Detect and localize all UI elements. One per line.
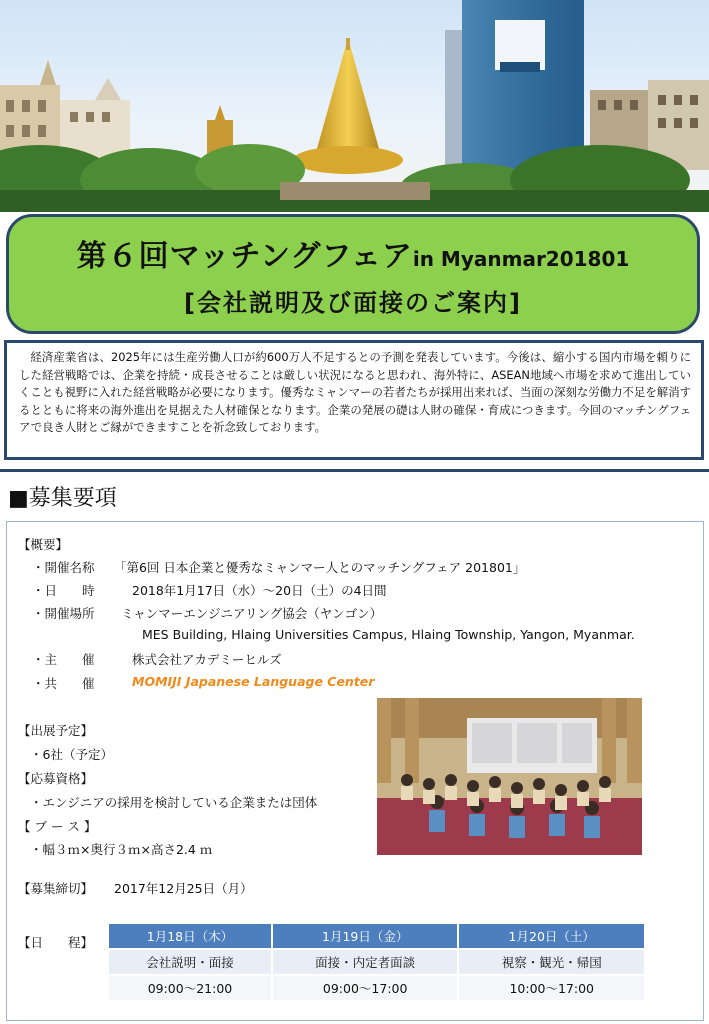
page-title: [9, 231, 697, 275]
date-label: ・日 時: [32, 583, 95, 598]
schedule-header-row: [109, 924, 644, 948]
section-title: ■募集要項: [8, 486, 117, 511]
schedule-date-1: 1月18日（木）: [109, 924, 271, 948]
schedule-date-2: 1月19日（金）: [273, 924, 458, 948]
title-jp: 第６回マッチングフェア: [76, 239, 413, 274]
schedule-table: [107, 922, 646, 1002]
title-banner: [6, 214, 700, 334]
schedule-time-2: 09:00〜17:00: [273, 976, 458, 1000]
venue-address: MES Building, Hlaing Universities Campus, Hlaing Township, Yangon, Myanmar.: [142, 627, 635, 642]
page-subtitle: [会社説明及び面接のご案内]: [184, 289, 522, 317]
exhibit-heading: 【出展予定】: [18, 723, 94, 738]
job-fair-photo: [377, 698, 642, 855]
schedule-activity-3: 視察・観光・帰国: [459, 950, 644, 974]
date-value: 2018年1月17日（水）〜20日（土）の4日間: [132, 583, 387, 598]
booth-value: ・幅３ｍ×奥行３ｍ×高さ2.4 ｍ: [30, 842, 213, 857]
overview-heading: 【概要】: [18, 537, 69, 552]
venue-value: ミャンマーエンジニアリング協会（ヤンゴン）: [121, 606, 383, 621]
schedule-date-3: 1月20日（土）: [459, 924, 644, 948]
host-value: 株式会社アカデミーヒルズ: [132, 652, 282, 667]
host-label: ・主 催: [32, 652, 95, 667]
venue-label: ・開催場所: [32, 606, 95, 621]
qualification-heading: 【応募資格】: [18, 771, 94, 786]
title-en: in Myanmar201801: [412, 247, 630, 271]
hero-photo-yangon: [0, 0, 709, 212]
event-name-label: ・開催名称: [32, 560, 95, 575]
event-name-value: 「第6回 日本企業と優秀なミャンマー人とのマッチングフェア 201801」: [114, 560, 526, 575]
cohost-value: MOMIJI Japanese Language Center: [132, 674, 375, 689]
schedule-time-1: 09:00〜21:00: [109, 976, 271, 1000]
intro-paragraph: 経済産業省は、2025年には生産労働人口が約600万人不足するとの予測を発表しています。今後は、縮小する国内市場を頼りにした経営戦略では、企業を持続・成長させることは厳しい状況になると思われ、海外特に、ASEAN地域へ市場を求めて進出していくことも視野に入れた経営戦略が必要になります。優秀なミャンマーの若者たちが採用出来れば、当面の深刻な労働力不足を解消するとともに将来の海外進出を見据えた人材確保となります。企業の発展の礎は人財の確保・育成につきます。今回のマッチングフェアで良き人財とご縁ができますことを祈念致しております。: [4, 340, 704, 460]
schedule-activity-row: [109, 950, 644, 974]
deadline-value: 2017年12月25日（月）: [114, 881, 253, 896]
booth-heading: 【 ブ ー ス 】: [18, 819, 97, 834]
cohost-label: ・共 催: [32, 676, 95, 691]
qualification-value: ・エンジニアの採用を検討している企業または団体: [30, 795, 318, 810]
schedule-label: 【日 程】: [18, 935, 94, 950]
exhibit-value: ・6社（予定）: [30, 747, 113, 762]
schedule-activity-1: 会社説明・面接: [109, 950, 271, 974]
schedule-activity-2: 面接・内定者面談: [273, 950, 458, 974]
schedule-time-3: 10:00〜17:00: [459, 976, 644, 1000]
schedule-time-row: [109, 976, 644, 1000]
section-divider: [0, 469, 709, 472]
deadline-label: 【募集締切】: [18, 881, 94, 896]
